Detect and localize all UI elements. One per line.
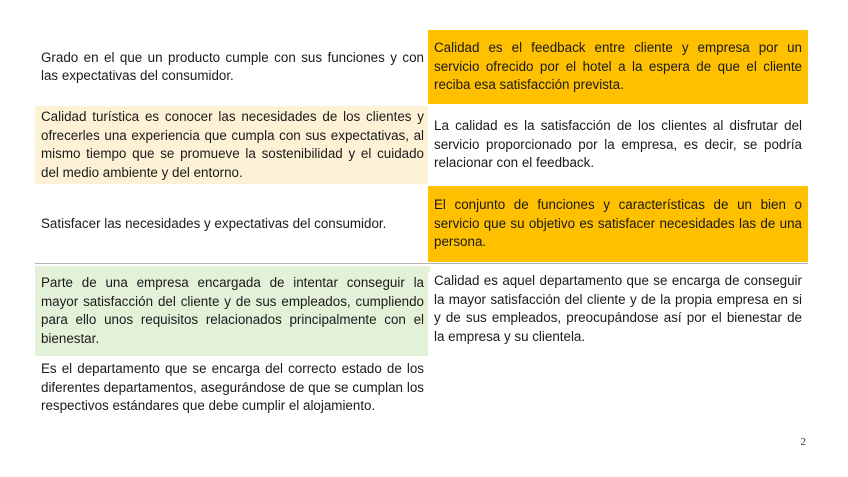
left-cell-2 — [35, 106, 430, 184]
right-cell-1 — [428, 30, 808, 104]
left-row-separator — [35, 263, 430, 264]
right-cell-2 — [428, 106, 808, 184]
right-cell-1-text: Calidad es el feedback entre cliente y empresa por un servicio ofrecido por el hotel a la espera de que el cliente reciba esa satisfacción prevista. — [434, 40, 802, 93]
left-cell-2-text: Calidad turística es conocer las necesidades de los clientes y ofrecerles una experiencia que cumpla con sus expectativas, al mismo tiempo que se promueve la sostenibilidad y el cuidado del medio ambiente y del entorno. — [41, 109, 424, 180]
right-row-separator — [428, 263, 808, 264]
right-cell-2-text: La calidad es la satisfacción de los clientes al disfrutar del servicio proporcionado por la empresa, es decir, se podría relacionar con el feedback. — [434, 118, 802, 171]
left-cell-3 — [35, 186, 430, 262]
left-cell-1-text: Grado en el que un producto cumple con sus funciones y con las expectativas del consumidor. — [41, 49, 424, 83]
left-cell-1 — [35, 30, 430, 104]
left-cell-5 — [35, 358, 430, 434]
right-cell-4 — [428, 272, 808, 356]
left-cell-5-text: Es el departamento que se encarga del correcto estado de los diferentes departamentos, asegurándose de que se cumplan los respectivos estándares que debe cumplir el alojamiento. — [41, 361, 424, 413]
right-cell-4-text: Calidad es aquel departamento que se encarga de conseguir la mayor satisfacción del cliente y de la propia empresa en si y de sus empleados, preocupándose así por el bienestar de la empresa y su clientela. — [434, 273, 802, 344]
right-cell-3-text: El conjunto de funciones y características de un bien o servicio que su objetivo es satisfacer necesidades las de una persona. — [434, 197, 802, 250]
left-cell-4-text: Parte de una empresa encargada de intentar conseguir la mayor satisfacción del cliente y de sus empleados, cumpliendo para ello unos requisitos relacionados principalmente con el bienestar. — [41, 275, 424, 346]
left-cell-3-text: Satisfacer las necesidades y expectativas del consumidor. — [41, 215, 387, 231]
page-number: 2 — [800, 436, 806, 448]
left-cell-4 — [35, 266, 430, 356]
right-cell-3 — [428, 186, 808, 262]
